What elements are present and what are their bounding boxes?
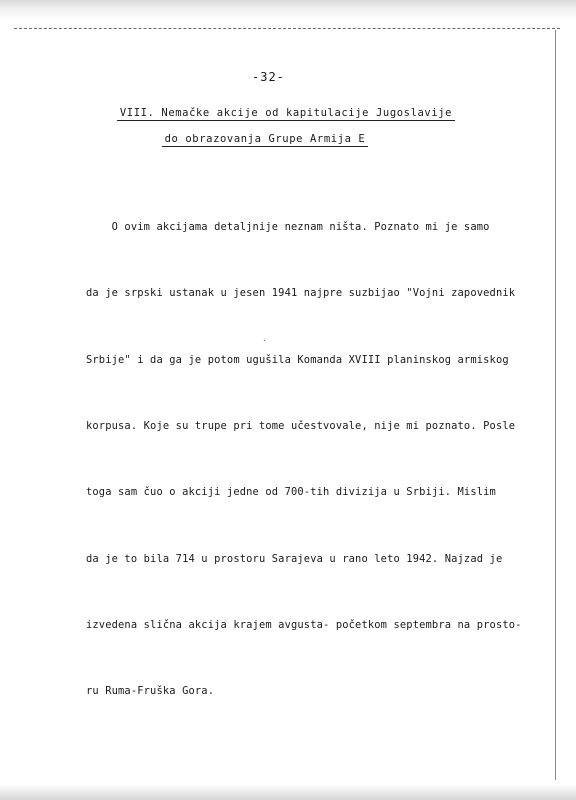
section-heading-line-2-text: do obrazovanja Grupe Armija E — [162, 133, 369, 147]
body-line: korpusa. Koje su trupe pri tome učestvovale, nije mi poznato. Posle — [86, 420, 516, 433]
body-line: izvedena slična akcija krajem avgusta- početkom septembra na prosto- — [86, 618, 522, 631]
body-line: toga sam čuo o akciji jedne od 700-tih divizija u Srbiji. Mislim — [86, 486, 496, 499]
section-heading — [0, 106, 576, 158]
body-line: Srbije" i da ga je potom ugušila Komanda XVIII planinskog armiskog — [86, 353, 509, 366]
stray-ink-mark: · — [262, 336, 267, 345]
section-heading-line-2 — [0, 132, 576, 146]
scan-bottom-edge — [0, 784, 576, 800]
scan-top-border-line — [14, 28, 560, 29]
body-line: O ovim akcijama detaljnije neznam ništa. Poznato mi je samo — [86, 221, 490, 234]
section-heading-line-1 — [0, 106, 576, 120]
body-line: ru Ruma-Fruška Gora. — [86, 685, 215, 698]
page-number: -32- — [252, 70, 285, 84]
scan-top-edge — [0, 0, 576, 20]
section-heading-line-1-text: VIII. Nemačke akcije od kapitulacije Jugoslavije — [117, 107, 455, 121]
body-paragraph — [86, 172, 556, 724]
body-line: da je srpski ustanak u jesen 1941 najpre suzbijao "Vojni zapovednik — [86, 287, 516, 300]
body-line: da je to bila 714 u prostoru Sarajeva u rano leto 1942. Najzad je — [86, 552, 503, 565]
